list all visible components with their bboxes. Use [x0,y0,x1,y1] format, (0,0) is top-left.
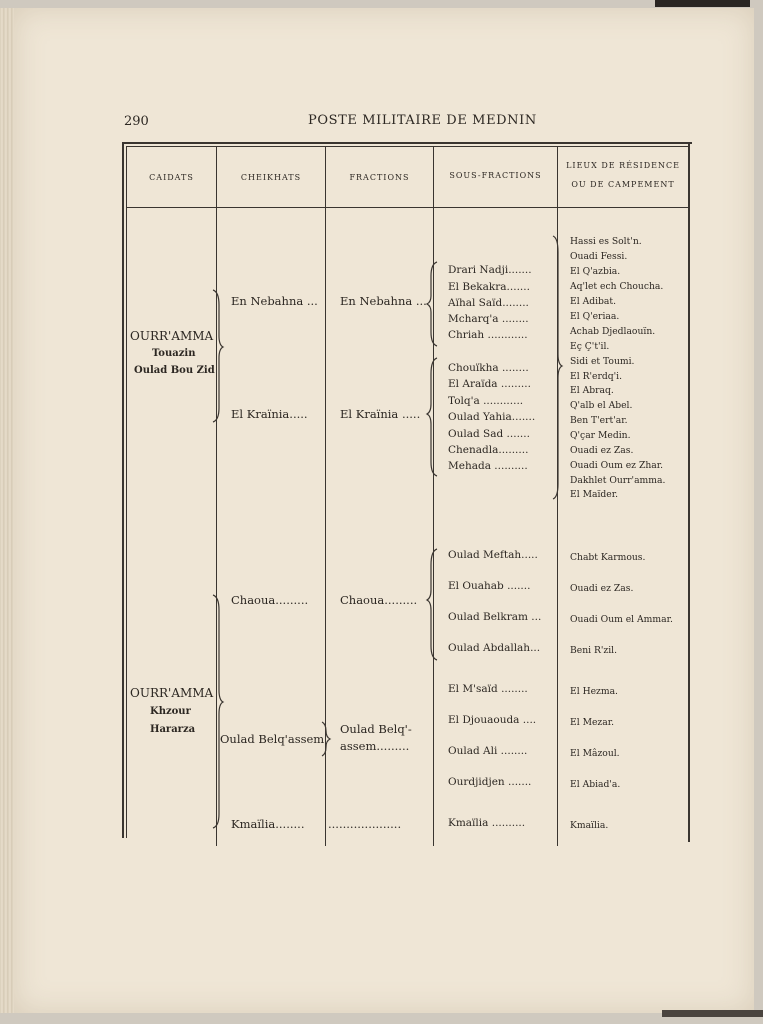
lieu: Q'çar Medin. [570,430,631,441]
cheikhat-5: Kmaïlia........ [231,817,305,831]
sous-fraction: El Bekakra....... [448,281,530,293]
lieu: El Q'azbia. [570,266,621,277]
sous-fraction: Mehada .......... [448,460,528,472]
lieu: Ouadi Oum ez Zhar. [570,460,664,471]
sous-fraction: Oulad Abdallah... [448,642,541,654]
header-caidats: CAIDATS [149,173,194,182]
sous-fraction: Chriah ............ [448,329,528,341]
brace-lieux-1 [553,236,562,499]
sous-fraction: Oulad Ali ........ [448,745,528,757]
running-title: POSTE MILITAIRE DE MEDNIN [308,113,537,128]
sous-fraction: El M'saïd ........ [448,683,528,695]
sous-fraction: Oulad Sad ....... [448,428,530,440]
lieu: Chabt Karmous. [570,552,646,563]
lieu: Achab Djedlaouïn. [570,326,656,337]
sous-fraction: Oulad Meftah..... [448,549,538,561]
fraction-2: El Kraïnia ..... [340,407,421,421]
header-fractions: FRACTIONS [349,173,410,182]
sous-fraction: Chenadla......... [448,444,529,456]
lieu: Hassi es Solt'n. [570,236,642,247]
header-lieux-line1: LIEUX DE RÉSIDENCE [566,161,680,170]
sous-fraction: El Djouaouda .... [448,714,537,726]
lieu: El Q'eriaa. [570,311,620,322]
sous-fraction: Ourdjidjen ....... [448,776,532,788]
brace-fraction-1 [427,262,437,346]
caidat-sub-2a: Khzour [150,706,191,717]
brace-cheikhat-4 [322,722,330,756]
sous-fraction: El Ouahab ....... [448,580,531,592]
lieu: Q'alb el Abel. [570,400,633,411]
fraction-5: .................... [328,817,402,831]
sous-fraction: Drari Nadji....... [448,264,532,276]
fraction-4a: Oulad Belq'- [340,722,412,736]
sous-fraction: Aïhal Saïd........ [448,297,529,309]
lieu: Sidi et Toumi. [570,356,635,367]
header-cheikhats: CHEIKHATS [240,173,302,182]
caidat-sub-1a: Touazin [152,348,196,359]
sous-fraction: Chouïkha ........ [448,362,529,374]
sous-fraction: El Araïda ......... [448,378,531,390]
sous-fraction: Kmaïlia .......... [448,817,526,829]
fraction-1: En Nebahna ... [340,294,427,308]
brace-fraction-3 [427,549,437,660]
lieu: El Hezma. [570,686,618,697]
lieu: Ouadi Fessi. [570,251,628,262]
caidat-sub-2b: Hararza [150,724,196,735]
cheikhat-2: El Kraïnia..... [231,407,308,421]
lieu: El Adibat. [570,296,616,307]
caidat-sub-1b: Oulad Bou Zid [134,365,215,376]
brace-caidat-1 [213,290,223,422]
cheikhat-1: En Nebahna ... [231,294,318,308]
cheikhat-4: Oulad Belq'assem [220,732,325,746]
caidat-name-2: OURR'AMMA [130,686,214,700]
lieu: Dakhlet Ourr'amma. [570,475,666,486]
lieu: El Mâzoul. [570,748,620,759]
sous-fraction: Oulad Belkram ... [448,611,542,623]
lieu: El Maïder. [570,489,619,500]
page-number: 290 [124,114,149,129]
lieu: Eç Ç't'il. [570,341,610,352]
cheikhat-3: Chaoua......... [231,593,309,607]
lieu: El R'erdq'i. [570,371,622,382]
brace-fraction-2 [427,358,437,476]
sous-fraction: Tolq'a ............ [448,395,524,407]
sous-fraction: Mcharq'a ........ [448,313,529,325]
lieu: Aq'let ech Choucha. [570,281,664,292]
header-lieux-line2: OU DE CAMPEMENT [571,180,675,189]
lieu: El Abiad'a. [570,779,621,790]
caidat-name-1: OURR'AMMA [130,329,214,343]
lieu: Beni R'zil. [570,645,618,656]
lieu: Ouadi Oum el Ammar. [570,614,673,625]
fraction-3: Chaoua......... [340,593,418,607]
lieu: El Abraq. [570,385,614,396]
brace-caidat-2 [213,595,223,828]
lieu: Ben T'ert'ar. [570,415,628,426]
fraction-4b: assem......... [340,739,410,753]
header-sous-fractions: SOUS-FRACTIONS [449,171,542,180]
sous-fraction: Oulad Yahia....... [448,411,536,423]
lieu: Ouadi ez Zas. [570,583,634,594]
lieu: El Mezar. [570,717,615,728]
lieu: Ouadi ez Zas. [570,445,634,456]
lieu: Kmaïlia. [570,820,609,831]
